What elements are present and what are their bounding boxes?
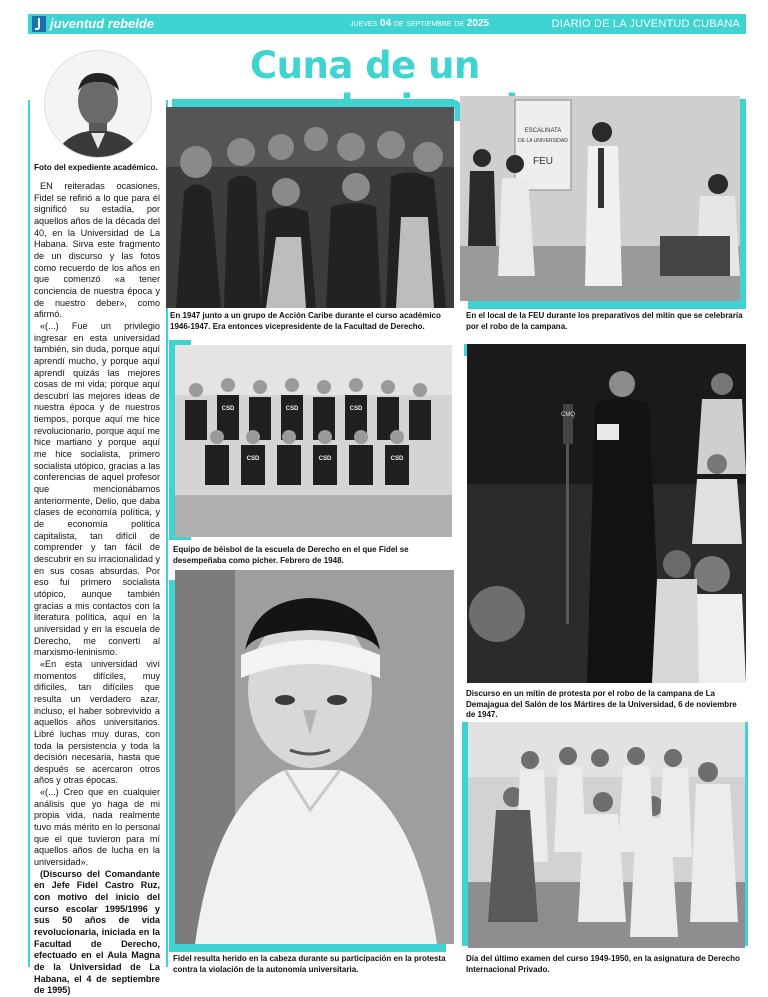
jersey-text: CSD xyxy=(221,406,235,412)
brand-name: juventud rebelde xyxy=(50,16,155,31)
caption-photo-5: Fidel resulta herido en la cabeza durante su participación en la protesta contra la violación de la autonomía universitaria. xyxy=(173,954,446,974)
article-paragraph: EN reiteradas ocasiones, Fidel se refirió a lo que para él significó su estadía, por aquellos años de la década del 40, en la Universidad de La Habana. Sirva este fragmento de un discurso y las fotos como recuerdo de los años en que comenzó «a tener conciencia de nuestra época y de nuestro deber», como afirmó. xyxy=(34,181,160,320)
caption-photo-6: Día del último examen del curso 1949-1950, en la asignatura de Derecho Internacional Privado. xyxy=(466,954,740,974)
photo-feu-local xyxy=(460,96,740,301)
issue-date: jueves 04 de septiembre de 2025 xyxy=(350,18,490,29)
caption-photo-4: Discurso en un mitin de protesta por el robo de la campana de La Demajagua del Salón de los Mártires de la Universidad, 6 de noviembre de 1947. xyxy=(466,689,737,719)
article-paragraph: «(...) Creo que en cualquier análisis que yo haga de mi propia vida, nada realmente tuvo más mérito en lo personal que el que tuvieron para mí aquellos años de lucha en la universidad». xyxy=(34,787,160,868)
jersey-text: CSD xyxy=(390,456,404,462)
jersey-text: CSD xyxy=(349,406,363,412)
header-bar xyxy=(28,14,746,34)
microphone-label: CMQ xyxy=(561,412,575,418)
speech-citation: (Discurso del Comandante en Jefe Fidel Castro Ruz, con motivo del inicio del curso escolar 1995/1996 y sus 50 años de vida revolucionaria, iniciada en la Facultad de Derecho, efectuado en el Aula Magna de la Universidad de La Habana, el 4 de septiembre de 1995) xyxy=(34,868,160,996)
caption-photo-1: En 1947 junto a un grupo de Acción Caribe durante el curso académico 1946-1947. Era entonces vicepresidente de la Facultad de Derecho. xyxy=(170,311,441,331)
paper-tagline: DIARIO DE LA JUVENTUD CUBANA xyxy=(551,18,740,30)
sign-text-escalinata: ESCALINATA xyxy=(524,128,562,134)
article-body xyxy=(34,181,160,997)
photo-speech-mitin xyxy=(467,344,746,683)
photo-ultimo-examen xyxy=(468,722,745,948)
article-paragraph: «En esta universidad viví momentos difíciles, muy difíciles, tan difíciles que resulta un verdadero azar, incluso, el haber sobrevivido a aquellos años universitarios. Libré luchas muy duras, con toda la persistencia y toda la decisión necesaria, hasta que después se acercaron otros años y otras épocas. xyxy=(34,658,160,786)
caption-photo-2: En el local de la FEU durante los preparativos del mitin que se celebraría por el robo de la campana. xyxy=(466,311,743,331)
photo-baseball-team xyxy=(175,345,452,537)
jersey-text: CSD xyxy=(318,456,332,462)
portrait-photo xyxy=(44,50,152,158)
sign-text-universidad: DE LA UNIVERSIDAD xyxy=(518,138,568,144)
portrait-illustration xyxy=(45,51,151,157)
portrait-caption: Foto del expediente académico. xyxy=(34,163,158,172)
jersey-text: CSD xyxy=(246,456,260,462)
jr-logo-icon xyxy=(32,16,46,32)
photo-accion-caribe xyxy=(166,107,454,308)
jersey-text: CSD xyxy=(285,406,299,412)
sign-text-feu: FEU xyxy=(533,156,553,167)
photo-fidel-herido xyxy=(175,570,454,944)
article-paragraph: «(...) Fue un privilegio ingresar en esta universidad también, sin duda, porque aquí aprendí mucho, y porque aquí aprendí quizás las mejores cosas de mi vida; porque aquí descubrí las mejores ideas de nuestra época y de nuestros tiempos, porque aquí me hice revolucionario, porque aquí me hice martiano y porque aquí me hice socialista, primero socialista utópico, gracias a las conferencias de aquel profesor que mencionábamos anteriormente, Delio, que daba clases de economía política, y de economía política capitalista, tan difícil de comprender y tan fácil de descubrir en su irracionalidad y en sus cosas absurdas. Por eso fui primero socialista utópico, aunque también gracias a mis contactos con la literatura política, aquí en la universidad y en la escuela de Derecho, me convertí al marxismo-leninismo. xyxy=(34,320,160,658)
caption-photo-3: Equipo de béisbol de la escuela de Derecho en el que Fidel se desempeñaba como pícher. Febrero de 1948. xyxy=(173,545,409,565)
page-title: Cuna de un xyxy=(250,44,480,87)
